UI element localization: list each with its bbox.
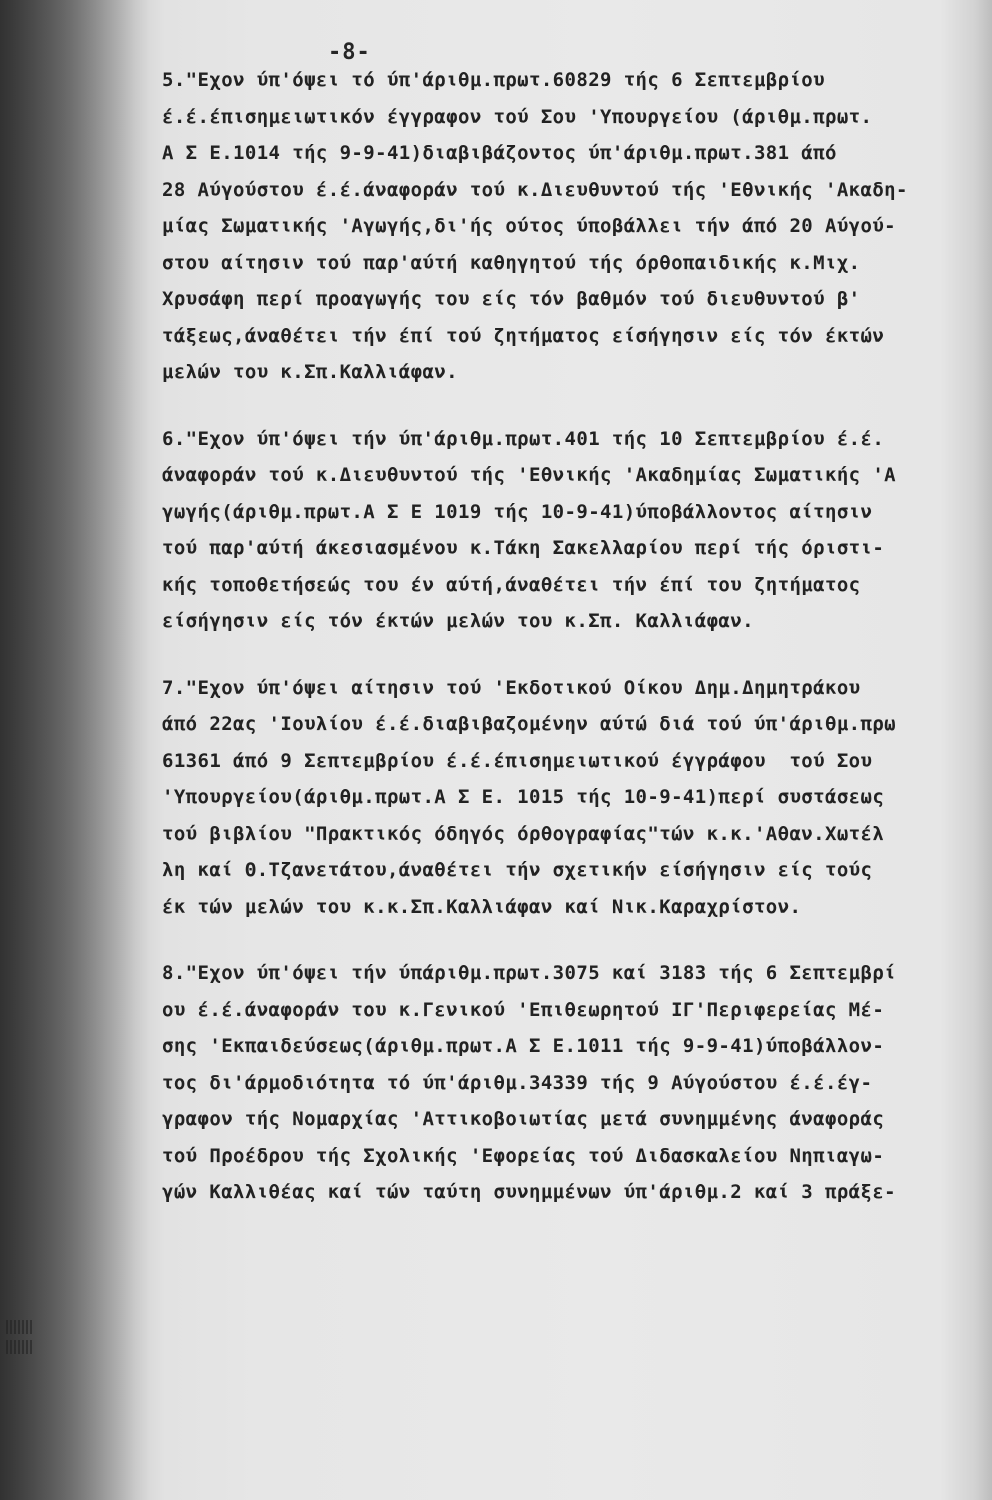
text-line: σης 'Εκπαιδεύσεως(άριθμ.πρωτ.Α Σ Ε.1011 τής 9-9-41)ύποβάλλον- — [162, 1035, 885, 1057]
text-line: τού παρ'αύτή άκεσιασμένου κ.Τάκη Σακελλαρίου περί τής όριστι- — [162, 537, 885, 559]
page-number: -8- — [328, 40, 371, 65]
text-line: τάξεως,άναθέτει τήν έπί τού ζητήματος είσήγησιν είς τόν έκτών — [162, 324, 885, 347]
document-body — [162, 62, 970, 1211]
text-line: έκ τών μελών του κ.κ.Σπ.Καλλιάφαν καί Νικ.Καραχρίστον. — [162, 895, 802, 918]
paragraph-gap — [162, 925, 970, 955]
text-line: άναφοράν τού κ.Διευθυντού τής 'Εθνικής 'Ακαδημίας Σωματικής 'Α — [162, 464, 897, 486]
paragraph-7 — [162, 670, 970, 926]
text-line: τού βιβλίου "Πρακτικός όδηγός όρθογραφίας"τών κ.κ.'Αθαν.Χωτέλ — [162, 822, 885, 845]
text-line: γωγής(άριθμ.πρωτ.Α Σ Ε 1019 τής 10-9-41)ύποβάλλοντος αίτησιν — [162, 500, 873, 523]
text-line: μίας Σωματικής 'Αγωγής,δι'ής ούτος ύποβάλλει τήν άπό 20 Αύγού- — [162, 215, 897, 237]
text-line: γών Καλλιθέας καί τών ταύτη συνημμένων ύπ'άριθμ.2 καί 3 πράξε- — [162, 1181, 897, 1203]
text-line: κής τοποθετήσεώς του έν αύτή,άναθέτει τήν έπί του ζητήματος — [162, 573, 861, 596]
text-line: είσήγησιν είς τόν έκτών μελών του κ.Σπ. Καλλιάφαν. — [162, 610, 754, 632]
edge-mark — [6, 1320, 32, 1334]
text-line: γραφον τής Νομαρχίας 'Αττικοβοιωτίας μετά συνημμένης άναφοράς — [162, 1108, 885, 1130]
paragraph-6 — [162, 421, 970, 640]
text-line: Χρυσάφη περί προαγωγής του είς τόν βαθμόν τού διευθυντού β' — [162, 288, 861, 310]
text-line: 61361 άπό 9 Σεπτεμβρίου έ.έ.έπισημειωτικού έγγράφου τού Σου — [162, 749, 873, 772]
text-line: 5."Εχον ύπ'όψει τό ύπ'άριθμ.πρωτ.60829 τής 6 Σεπτεμβρίου — [162, 69, 825, 91]
text-line: μελών του κ.Σπ.Καλλιάφαν. — [162, 361, 458, 383]
paragraph-5 — [162, 62, 970, 391]
paragraph-gap — [162, 391, 970, 421]
text-line: έ.έ.έπισημειωτικόν έγγραφον τού Σου 'Υπουργείου (άριθμ.πρωτ. — [162, 105, 873, 128]
text-line: 'Υπουργείου(άριθμ.πρωτ.Α Σ Ε. 1015 τής 10-9-41)περί συστάσεως — [162, 786, 885, 808]
paragraph-gap — [162, 640, 970, 670]
paragraph-8 — [162, 955, 970, 1211]
text-line: 8."Εχον ύπ'όψει τήν ύπάριθμ.πρωτ.3075 καί 3183 τής 6 Σεπτεμβρί — [162, 962, 897, 984]
text-line: στου αίτησιν τού παρ'αύτή καθηγητού τής όρθοπαιδικής κ.Μιχ. — [162, 251, 861, 274]
binding-shadow — [0, 0, 150, 1500]
text-line: Α Σ Ε.1014 τής 9-9-41)διαβιβάζοντος ύπ'άριθμ.πρωτ.381 άπό — [162, 142, 837, 164]
text-line: τού Προέδρου τής Σχολικής 'Εφορείας τού Διδασκαλείου Νηπιαγω- — [162, 1144, 885, 1167]
text-line: λη καί Θ.Τζανετάτου,άναθέτει τήν σχετικήν είσήγησιν είς τούς — [162, 859, 873, 881]
text-line: 28 Αύγούστου έ.έ.άναφοράν τού κ.Διευθυντού τής 'Εθνικής 'Ακαδη- — [162, 178, 908, 201]
edge-mark — [6, 1340, 32, 1354]
text-line: άπό 22ας 'Ιουλίου έ.έ.διαβιβαζομένην αύτώ διά τού ύπ'άριθμ.πρω — [162, 713, 897, 735]
text-line: τος δι'άρμοδιότητα τό ύπ'άριθμ.34339 τής 9 Αύγούστου έ.έ.έγ- — [162, 1071, 873, 1094]
text-line: ου έ.έ.άναφοράν του κ.Γενικού 'Επιθεωρητού ΙΓ'Περιφερείας Μέ- — [162, 998, 885, 1021]
text-line: 7."Εχον ύπ'όψει αίτησιν τού 'Εκδοτικού Οίκου Δημ.Δημητράκου — [162, 676, 861, 699]
text-line: 6."Εχον ύπ'όψει τήν ύπ'άριθμ.πρωτ.401 τής 10 Σεπτεμβρίου έ.έ. — [162, 427, 885, 450]
